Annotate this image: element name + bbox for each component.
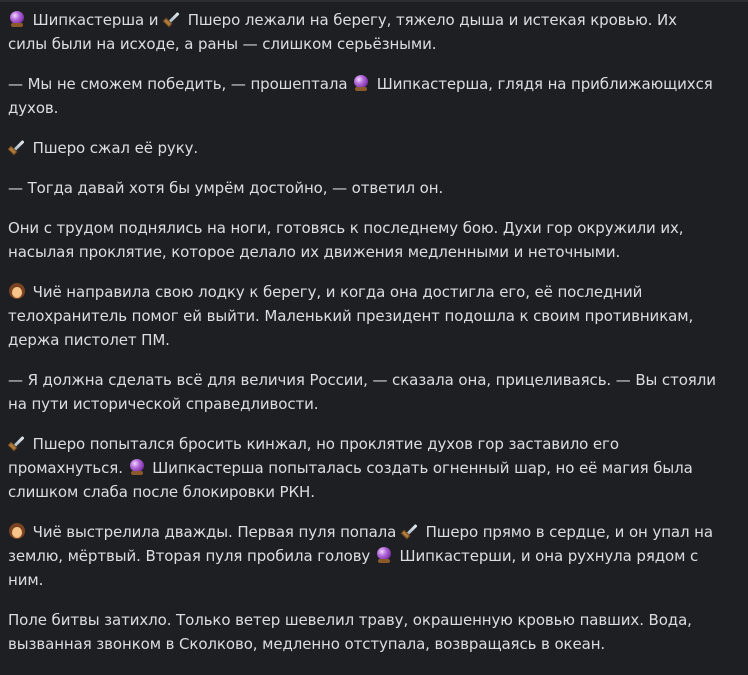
girl-icon xyxy=(8,522,26,540)
message-paragraph xyxy=(8,432,718,504)
dagger-icon xyxy=(163,10,181,28)
dagger-icon xyxy=(8,434,26,452)
crystal-ball-icon xyxy=(352,74,370,92)
message-paragraph xyxy=(8,608,718,656)
message-text: Они с трудом поднялись на ноги, готовясь к последнему бою. Духи гор окружили их, насылая проклятие, которое делало их движения медленными и неточными. xyxy=(8,219,684,261)
message-paragraph xyxy=(8,280,718,352)
message-text: Шипкастерша и xyxy=(28,11,164,29)
message-text: Чиё направила свою лодку к берегу, и когда она достигла его, её последний телохранитель помог ей выйти. Маленький президент подошла к своим противникам, держа пистолет ПМ. xyxy=(8,283,694,349)
message-text: Пшеро сжал её руку. xyxy=(28,139,199,157)
message-text: Пшеро прямо в сердце, и он упал на землю, мёртвый. Вторая пуля пробила голову xyxy=(8,523,713,565)
dagger-icon xyxy=(401,522,419,540)
message-text: Чиё выстрелила дважды. Первая пуля попала xyxy=(28,523,401,541)
message-paragraph xyxy=(8,520,718,592)
message-text: — Мы не сможем победить, — прошептала xyxy=(8,75,353,93)
message-text: Поле битвы затихло. Только ветер шевелил траву, окрашенную кровью павших. Вода, вызванная звонком в Сколково, медленно отступала, возвращаясь в океан. xyxy=(8,611,692,653)
crystal-ball-icon xyxy=(128,458,146,476)
message-text: — Тогда давай хотя бы умрём достойно, — ответил он. xyxy=(8,179,444,197)
message-text: Пшеро лежали на берегу, тяжело дыша и истекая кровью. Их силы были на исходе, а раны — слишком серьёзными. xyxy=(8,11,677,53)
message-text: — Я должна сделать всё для величия России, — сказала она, прицеливаясь. — Вы стояли на пути исторической справедливости. xyxy=(8,371,716,413)
crystal-ball-icon xyxy=(375,546,393,564)
message-text: Шипкастерша попыталась создать огненный шар, но её магия была слишком слаба после блокировки РКН. xyxy=(8,459,693,501)
message-paragraph xyxy=(8,176,718,200)
message-paragraph xyxy=(8,216,718,264)
crystal-ball-icon xyxy=(8,10,26,28)
divider xyxy=(0,0,748,2)
message-paragraph xyxy=(8,8,718,56)
message-body xyxy=(8,8,718,656)
message-paragraph xyxy=(8,368,718,416)
dagger-icon xyxy=(8,138,26,156)
message-text: Шипкастерши, и она рухнула рядом с ним. xyxy=(8,547,699,589)
message-paragraph xyxy=(8,72,718,120)
girl-icon xyxy=(8,282,26,300)
message-paragraph xyxy=(8,136,718,160)
message-text: Пшеро попытался бросить кинжал, но проклятие духов гор заставило его промахнуться. xyxy=(8,435,619,477)
message-text: Шипкастерша, глядя на приближающихся духов. xyxy=(8,75,713,117)
